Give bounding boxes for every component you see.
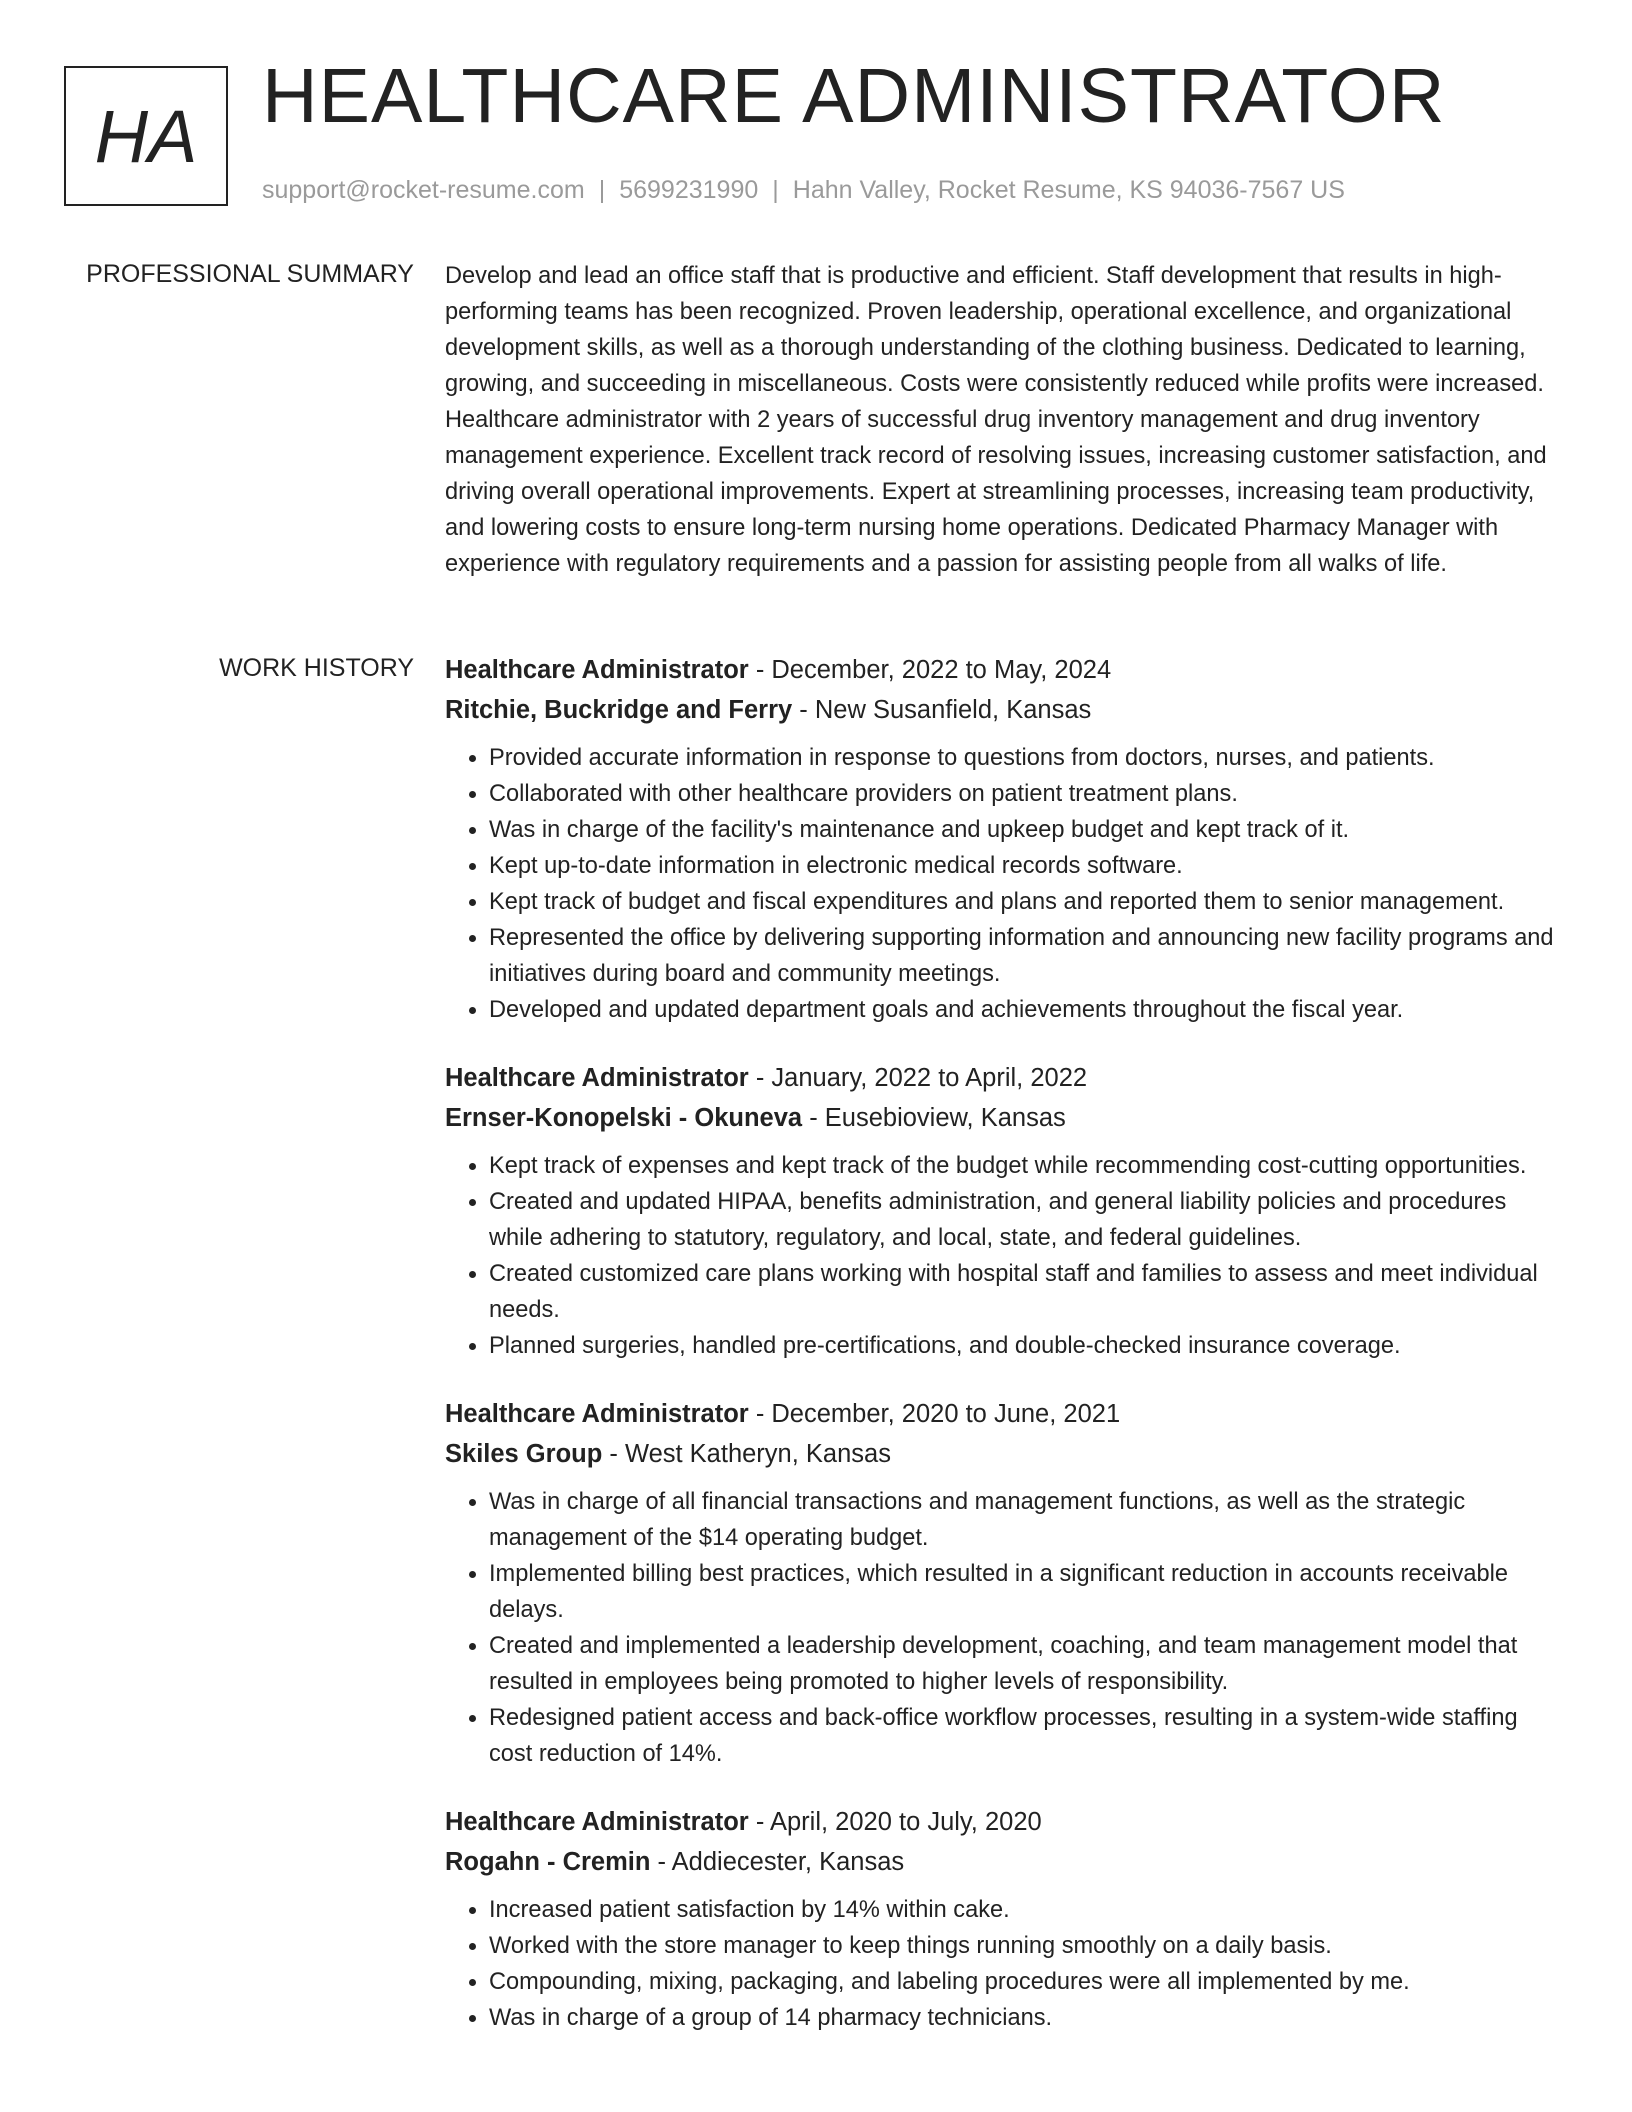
summary-text: Develop and lead an office staff that is productive and efficient. Staff development that results in high-performing teams has been recognized. Proven leadership, operational excellence, and organizational development skills, as well as a thorough understanding of the clothing business. Dedicated to learning, growing, and succeeding in miscellaneous. Costs were consistently reduced while profits were increased. Healthcare administrator with 2 years of successful drug inventory management and drug inventory management experience. Excellent track record of resolving issues, increasing customer satisfaction, and driving overall operational improvements. Expert at streamlining processes, increasing team productivity, and lowering costs to ensure long-term nursing home operations. Dedicated Pharmacy Manager with experience with regulatory requirements and a passion for assisting people from all walks of life. <box>445 263 1547 577</box>
job-title: Healthcare Administrator <box>445 1400 749 1428</box>
job-bullet: • Kept track of budget and fiscal expenditures and plans and reported them to senior management. <box>489 884 1560 920</box>
work-history-label: WORK HISTORY <box>219 654 414 682</box>
job-bullet: • Worked with the store manager to keep things running smoothly on a daily basis. <box>489 1928 1560 1964</box>
job-dates: - December, 2020 to June, 2021 <box>748 1400 1121 1428</box>
job-bullet: • Provided accurate information in response to questions from doctors, nurses, and patients. <box>489 740 1560 776</box>
contact-separator: | <box>598 176 606 204</box>
contact-separator: | <box>772 176 779 204</box>
summary-label: PROFESSIONAL SUMMARY <box>86 260 414 288</box>
job-bullets <box>445 740 1560 1028</box>
job-dates: - January, 2022 to April, 2022 <box>748 1064 1088 1092</box>
job-bullet: • Created and implemented a leadership development, coaching, and team management model that resulted in employees being promoted to higher levels of responsibility. <box>489 1628 1560 1700</box>
monogram-initials: HA <box>94 94 198 178</box>
job-entry <box>445 1802 1560 2036</box>
job-company-line <box>445 1098 1560 1138</box>
job-title-line <box>445 650 1560 690</box>
job-entry <box>445 1394 1560 1772</box>
job-bullet: • Was in charge of all financial transactions and management functions, as well as the strategic management of the $14 operating budget. <box>489 1484 1560 1556</box>
job-bullet: • Implemented billing best practices, which resulted in a significant reduction in accounts receivable delays. <box>489 1556 1560 1628</box>
job-title-line <box>445 1394 1560 1434</box>
job-company: Ritchie, Buckridge and Ferry <box>445 696 793 724</box>
job-bullet: • Redesigned patient access and back-office workflow processes, resulting in a system-wide staffing cost reduction of 14%. <box>489 1700 1560 1772</box>
job-company-line <box>445 1434 1560 1474</box>
job-bullets <box>445 1484 1560 1772</box>
job-company: Ernser-Konopelski - Okuneva <box>445 1104 803 1132</box>
job-bullet: • Compounding, mixing, packaging, and labeling procedures were all implemented by me. <box>489 1964 1560 2000</box>
job-bullets <box>445 1892 1560 2036</box>
job-company: Skiles Group <box>445 1440 603 1468</box>
monogram-box <box>64 66 228 206</box>
contact-address: Hahn Valley, Rocket Resume, KS 94036-7567 US <box>792 176 1345 204</box>
job-location: - New Susanfield, Kansas <box>792 696 1092 724</box>
job-dates: - December, 2022 to May, 2024 <box>748 656 1112 684</box>
job-title-line <box>445 1058 1560 1098</box>
job-company-line <box>445 690 1560 730</box>
job-bullets <box>445 1148 1560 1364</box>
job-bullet: • Was in charge of a group of 14 pharmacy technicians. <box>489 2000 1560 2036</box>
contact-email: support@rocket-resume.com <box>262 176 585 204</box>
job-company-line <box>445 1842 1560 1882</box>
job-bullet: • Kept track of expenses and kept track of the budget while recommending cost-cutting opportunities. <box>489 1148 1560 1184</box>
job-entry <box>445 650 1560 1028</box>
job-title: Healthcare Administrator <box>445 1808 749 1836</box>
job-bullet: • Developed and updated department goals and achievements throughout the fiscal year. <box>489 992 1560 1028</box>
job-bullet: • Was in charge of the facility's maintenance and upkeep budget and kept track of it. <box>489 812 1560 848</box>
job-entry <box>445 1058 1560 1364</box>
job-bullet: • Planned surgeries, handled pre-certifications, and double-checked insurance coverage. <box>489 1328 1560 1364</box>
job-bullet: • Increased patient satisfaction by 14% within cake. <box>489 1892 1560 1928</box>
job-location: - West Katheryn, Kansas <box>602 1440 891 1468</box>
job-dates: - April, 2020 to July, 2020 <box>748 1808 1042 1836</box>
job-title-line <box>445 1802 1560 1842</box>
contact-phone: 5699231990 <box>619 176 759 204</box>
job-bullet: • Kept up-to-date information in electronic medical records software. <box>489 848 1560 884</box>
job-title: Healthcare Administrator <box>445 1064 749 1092</box>
summary-body <box>445 258 1560 582</box>
job-location: - Eusebioview, Kansas <box>802 1104 1066 1132</box>
job-location: - Addiecester, Kansas <box>650 1848 905 1876</box>
job-bullet: • Represented the office by delivering supporting information and announcing new facility programs and initiatives during board and community meetings. <box>489 920 1560 992</box>
job-company: Rogahn - Cremin <box>445 1848 651 1876</box>
job-bullet: • Collaborated with other healthcare providers on patient treatment plans. <box>489 776 1560 812</box>
job-title: Healthcare Administrator <box>445 656 749 684</box>
job-bullet: • Created and updated HIPAA, benefits administration, and general liability policies and procedures while adhering to statutory, regulatory, and local, state, and federal guidelines. <box>489 1184 1560 1256</box>
job-bullet: • Created customized care plans working with hospital staff and families to assess and meet individual needs. <box>489 1256 1560 1328</box>
resume-title: HEALTHCARE ADMINISTRATOR <box>262 53 1446 139</box>
work-history-body <box>445 650 1560 2066</box>
contact-line <box>262 176 1345 205</box>
